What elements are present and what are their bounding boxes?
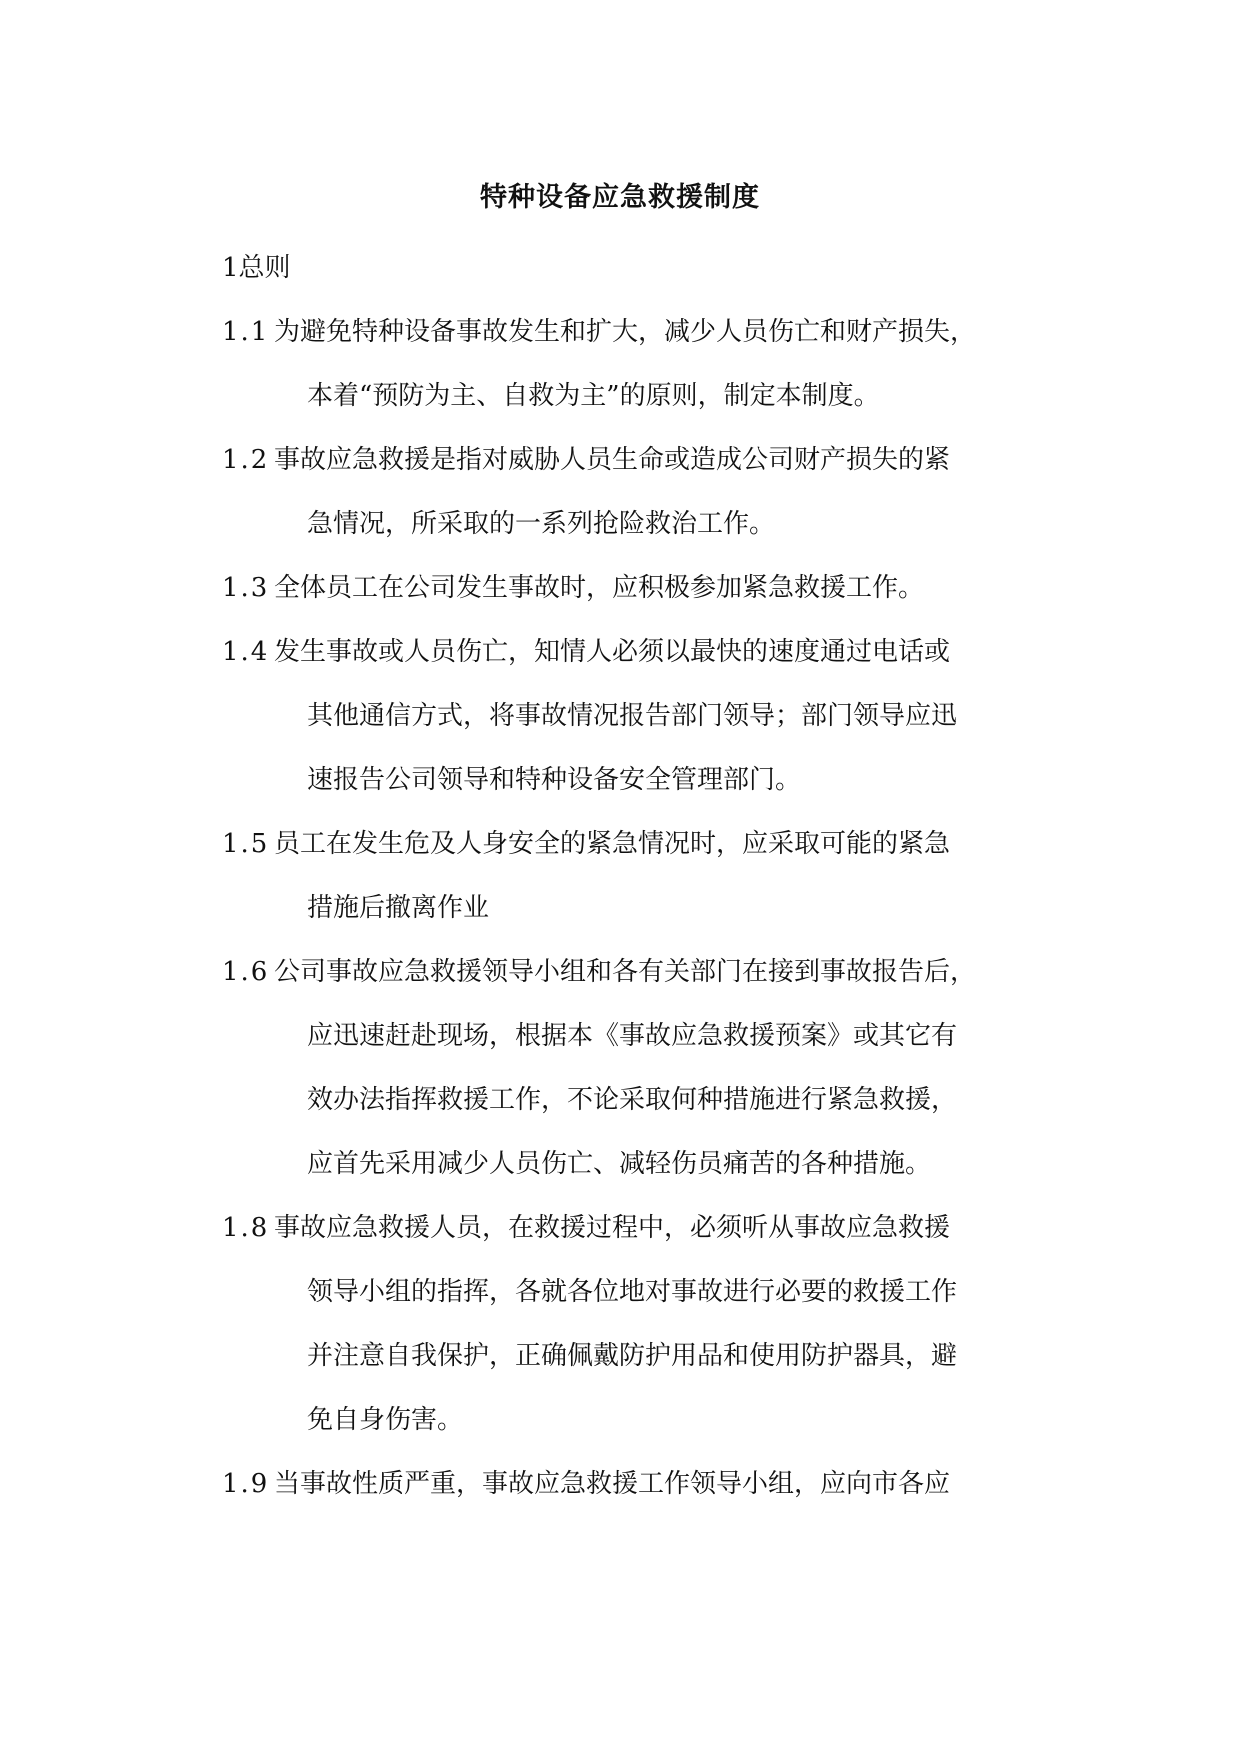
section-heading: 1总则: [222, 253, 291, 283]
clause-line: [222, 568, 1072, 632]
clause-1-4: [222, 632, 1072, 824]
clause-line: [222, 440, 1072, 504]
clause-1-8: [222, 1208, 1072, 1464]
clause-line: 并注意自我保护，正确佩戴防护用品和使用防护器具，避: [307, 1341, 958, 1371]
clause-text: 为避免特种设备事故发生和扩大，减少人员伤亡和财产损失，: [274, 317, 977, 347]
clause-line: [222, 632, 1072, 696]
clause-number: 1.1: [222, 317, 270, 347]
clause-line: [222, 1208, 1072, 1272]
clause-number: 1.9: [222, 1469, 270, 1499]
clause-text: 公司事故应急救援领导小组和各有关部门在接到事故报告后，: [274, 957, 977, 987]
clause-text: 当事故性质严重，事故应急救援工作领导小组，应向市各应: [274, 1469, 951, 1499]
clause-line: [222, 312, 1072, 376]
clause-1-6: [222, 952, 1072, 1208]
clause-1-9: [222, 1464, 1072, 1528]
clause-text: 事故应急救援人员，在救援过程中，必须听从事故应急救援: [274, 1213, 951, 1243]
clause-text: 员工在发生危及人身安全的紧急情况时，应采取可能的紧急: [274, 829, 951, 859]
clause-line: 应迅速赶赴现场，根据本《事故应急救援预案》或其它有: [307, 1021, 958, 1051]
clause-1-1: [222, 312, 1072, 440]
clause-line: [222, 824, 1072, 888]
clause-number: 1.2: [222, 445, 270, 475]
clause-text: 全体员工在公司发生事故时，应积极参加紧急救援工作。: [274, 573, 925, 603]
clause-line: 急情况，所采取的一系列抢险救治工作。: [307, 509, 776, 539]
clause-line: [222, 952, 1072, 1016]
clause-number: 1.4: [222, 637, 270, 667]
document-body: [222, 248, 1072, 1528]
clause-1-3: [222, 568, 1072, 632]
clause-number: 1.8: [222, 1213, 270, 1243]
clause-number: 1.3: [222, 573, 270, 603]
clause-line: 其他通信方式，将事故情况报告部门领导；部门领导应迅: [307, 701, 958, 731]
clause-line: 免自身伤害。: [307, 1405, 464, 1435]
clause-line: 领导小组的指挥，各就各位地对事故进行必要的救援工作: [307, 1277, 958, 1307]
document-title: 特种设备应急救援制度: [480, 182, 760, 213]
clause-line: [222, 1464, 1072, 1528]
clause-line: 措施后撤离作业: [307, 893, 490, 923]
clause-line: 应首先采用减少人员伤亡、减轻伤员痛苦的各种措施。: [307, 1149, 932, 1179]
clause-text: 发生事故或人员伤亡，知情人必须以最快的速度通过电话或: [274, 637, 951, 667]
clause-line: 速报告公司领导和特种设备安全管理部门。: [307, 765, 802, 795]
clause-number: 1.6: [222, 957, 270, 987]
clause-1-2: [222, 440, 1072, 568]
clause-number: 1.5: [222, 829, 270, 859]
clause-line: 本着“预防为主、自救为主”的原则，制定本制度。: [307, 381, 880, 411]
clause-1-5: [222, 824, 1072, 952]
clause-text: 事故应急救援是指对威胁人员生命或造成公司财产损失的紧: [274, 445, 951, 475]
clause-line: 效办法指挥救援工作，不论采取何种措施进行紧急救援，: [307, 1085, 958, 1115]
